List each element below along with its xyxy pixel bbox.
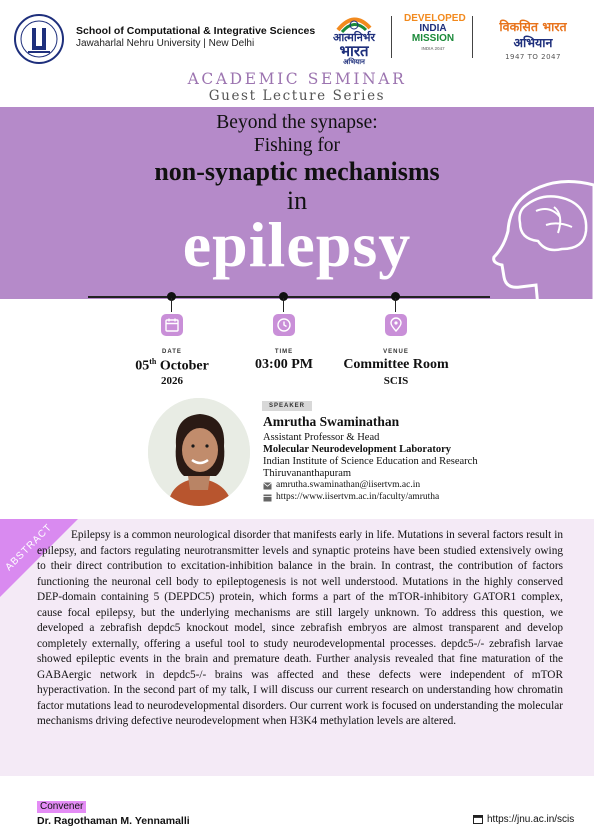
speaker-website[interactable]: https://www.iisertvm.ac.in/faculty/amrutha bbox=[276, 492, 440, 502]
speaker-tag: SPEAKER bbox=[262, 401, 312, 411]
globe-icon bbox=[263, 494, 272, 502]
atmanirbhar-bharat-logo: आत्मनिर्भर भारत अभियान bbox=[324, 8, 384, 68]
divider bbox=[391, 16, 392, 58]
abstract-tag: ABSTRACT bbox=[3, 521, 55, 574]
timeline-line bbox=[88, 296, 490, 298]
divider bbox=[472, 16, 473, 58]
speaker-photo bbox=[148, 398, 250, 506]
speaker-name: Amrutha Swaminathan bbox=[263, 414, 400, 429]
university-name: Jawaharlal Nehru University | New Delhi bbox=[76, 38, 255, 49]
abstract-text: Epilepsy is a common neurological disorder that manifests early in life. Mutations in several factors result in epilepsy, and factors regulating neurotransmitter levels and synaptic proteins have been studied extensively owing to their direct contribution to excitation-inhibition balance in the brain. In contrast, the contribution of factors functioning the neuronal cell body to epileptogenesis is not well understood. Mutations in the highly conserved DEP-domain containing 5 (DEPDC5) protein, which forms a part of the mTOR-inhibitory GATOR1 complex, cause focal epilepsy, but the underlying mechanisms are still largely unknown. To address this question, we developed a zebrafish depdc5 knockout model, since zebrafish embryos are almost transparent and develop completely externally, offering a useful tool to study neurodevelopmental processes. depdc5-/- zebrafish larvae showed epileptic events in the brain and premature death. Further analysis revealed that fine maturation of the GABAergic network in depdc5-/- brains was affected and these defects were independent of mTOR hyperactivation. In the second part of my talk, I will discuss our current research on understanding how chromatin factor mutations lead to neurodevelopmental disorders. Our current work is focused on understanding the molecular mechanisms driving defective neurodevelopment when H3K4 methylation levels are altered. bbox=[37, 529, 563, 727]
viksit-bharat-logo: विकसित भारत अभियान 1947 TO 2047 bbox=[499, 19, 567, 61]
jnu-logo bbox=[14, 14, 64, 64]
convener-name: Dr. Ragothaman M. Yennamalli bbox=[37, 815, 190, 827]
speaker-institute: Indian Institute of Science Education and Research bbox=[263, 456, 478, 467]
venue-label: VENUE bbox=[383, 349, 409, 355]
time-value: 03:00 PM bbox=[255, 357, 313, 372]
title-line-4: in bbox=[286, 186, 308, 215]
date-value: 05th October bbox=[135, 357, 209, 374]
speaker-city: Thiruvananthapuram bbox=[263, 468, 352, 479]
website-link[interactable]: https://jnu.ac.in/scis bbox=[487, 814, 575, 825]
clock-icon bbox=[273, 314, 295, 336]
title-line-2: Fishing for bbox=[253, 135, 341, 156]
venue-sub: SCIS bbox=[383, 375, 409, 387]
header bbox=[0, 0, 594, 74]
developed-india-mission-logo: DEVELOPED INDIA MISSION INDIA 2047 bbox=[404, 13, 466, 51]
speaker-email[interactable]: amrutha.swaminathan@iisertvm.ac.in bbox=[276, 480, 421, 490]
email-icon bbox=[263, 482, 272, 490]
location-pin-icon bbox=[385, 314, 407, 336]
date-year: 2026 bbox=[161, 375, 183, 387]
calendar-icon bbox=[161, 314, 183, 336]
time-label: TIME bbox=[274, 349, 294, 355]
institution-block bbox=[76, 25, 315, 49]
date-label: DATE bbox=[162, 349, 182, 355]
speaker-role: Assistant Professor & Head bbox=[263, 432, 380, 443]
title-line-1: Beyond the synapse: bbox=[216, 112, 378, 133]
institution-name: School of Computational & Integrative Sciences bbox=[76, 25, 316, 37]
convener-label: Convener bbox=[37, 801, 86, 813]
speaker-lab: Molecular Neurodevelopment Laboratory bbox=[263, 444, 452, 455]
browser-icon bbox=[473, 815, 483, 824]
title-line-3: non-synaptic mechanisms bbox=[154, 157, 440, 186]
venue-value: Committee Room bbox=[343, 357, 449, 372]
seminar-label: ACADEMIC SEMINAR bbox=[187, 70, 407, 88]
title-line-5: epilepsy bbox=[182, 209, 412, 280]
series-label: Guest Lecture Series bbox=[208, 88, 386, 104]
